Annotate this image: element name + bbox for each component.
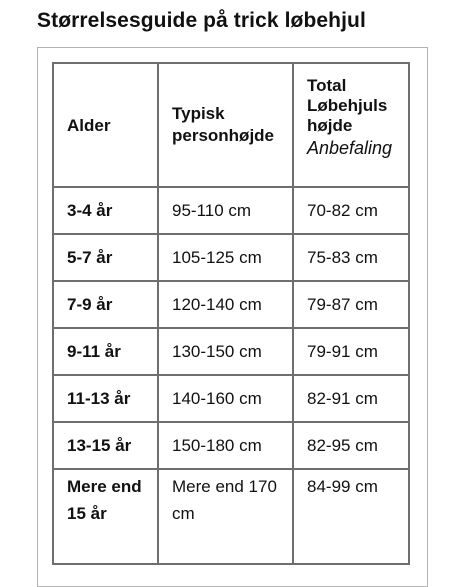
age-cell: Mere end 15 år [53,469,158,564]
table-row [53,328,409,375]
height-cell: 95-110 cm [158,187,293,234]
table-row [53,375,409,422]
header-total-scooter-height [293,63,409,187]
header-total-line-3: højde [307,116,353,135]
total-height-cell: 79-87 cm [293,281,409,328]
table-row [53,469,409,564]
header-total-line-2: Løbehjuls [307,96,388,115]
age-cell: 13-15 år [53,422,158,469]
size-guide-table [52,62,410,565]
height-cell: 150-180 cm [158,422,293,469]
total-height-cell: 79-91 cm [293,328,409,375]
header-recommendation: Anbefaling [307,138,393,158]
height-cell: Mere end 170 cm [158,469,293,564]
age-cell: 3-4 år [53,187,158,234]
table-row [53,422,409,469]
total-height-cell: 82-95 cm [293,422,409,469]
header-age: Alder [53,63,158,187]
age-cell: 9-11 år [53,328,158,375]
height-cell: 130-150 cm [158,328,293,375]
total-height-cell: 84-99 cm [293,469,409,564]
age-cell: 7-9 år [53,281,158,328]
table-row [53,187,409,234]
total-height-cell: 75-83 cm [293,234,409,281]
total-height-cell: 82-91 cm [293,375,409,422]
height-cell: 140-160 cm [158,375,293,422]
table-row [53,281,409,328]
table-header-row [53,63,409,187]
age-cell: 5-7 år [53,234,158,281]
height-cell: 120-140 cm [158,281,293,328]
header-typical-height: Typisk personhøjde [158,63,293,187]
age-cell: 11-13 år [53,375,158,422]
page-title: Størrelsesguide på trick løbehjul [37,9,366,32]
table-row [53,234,409,281]
header-total-line-1: Total [307,76,347,95]
total-height-cell: 70-82 cm [293,187,409,234]
height-cell: 105-125 cm [158,234,293,281]
